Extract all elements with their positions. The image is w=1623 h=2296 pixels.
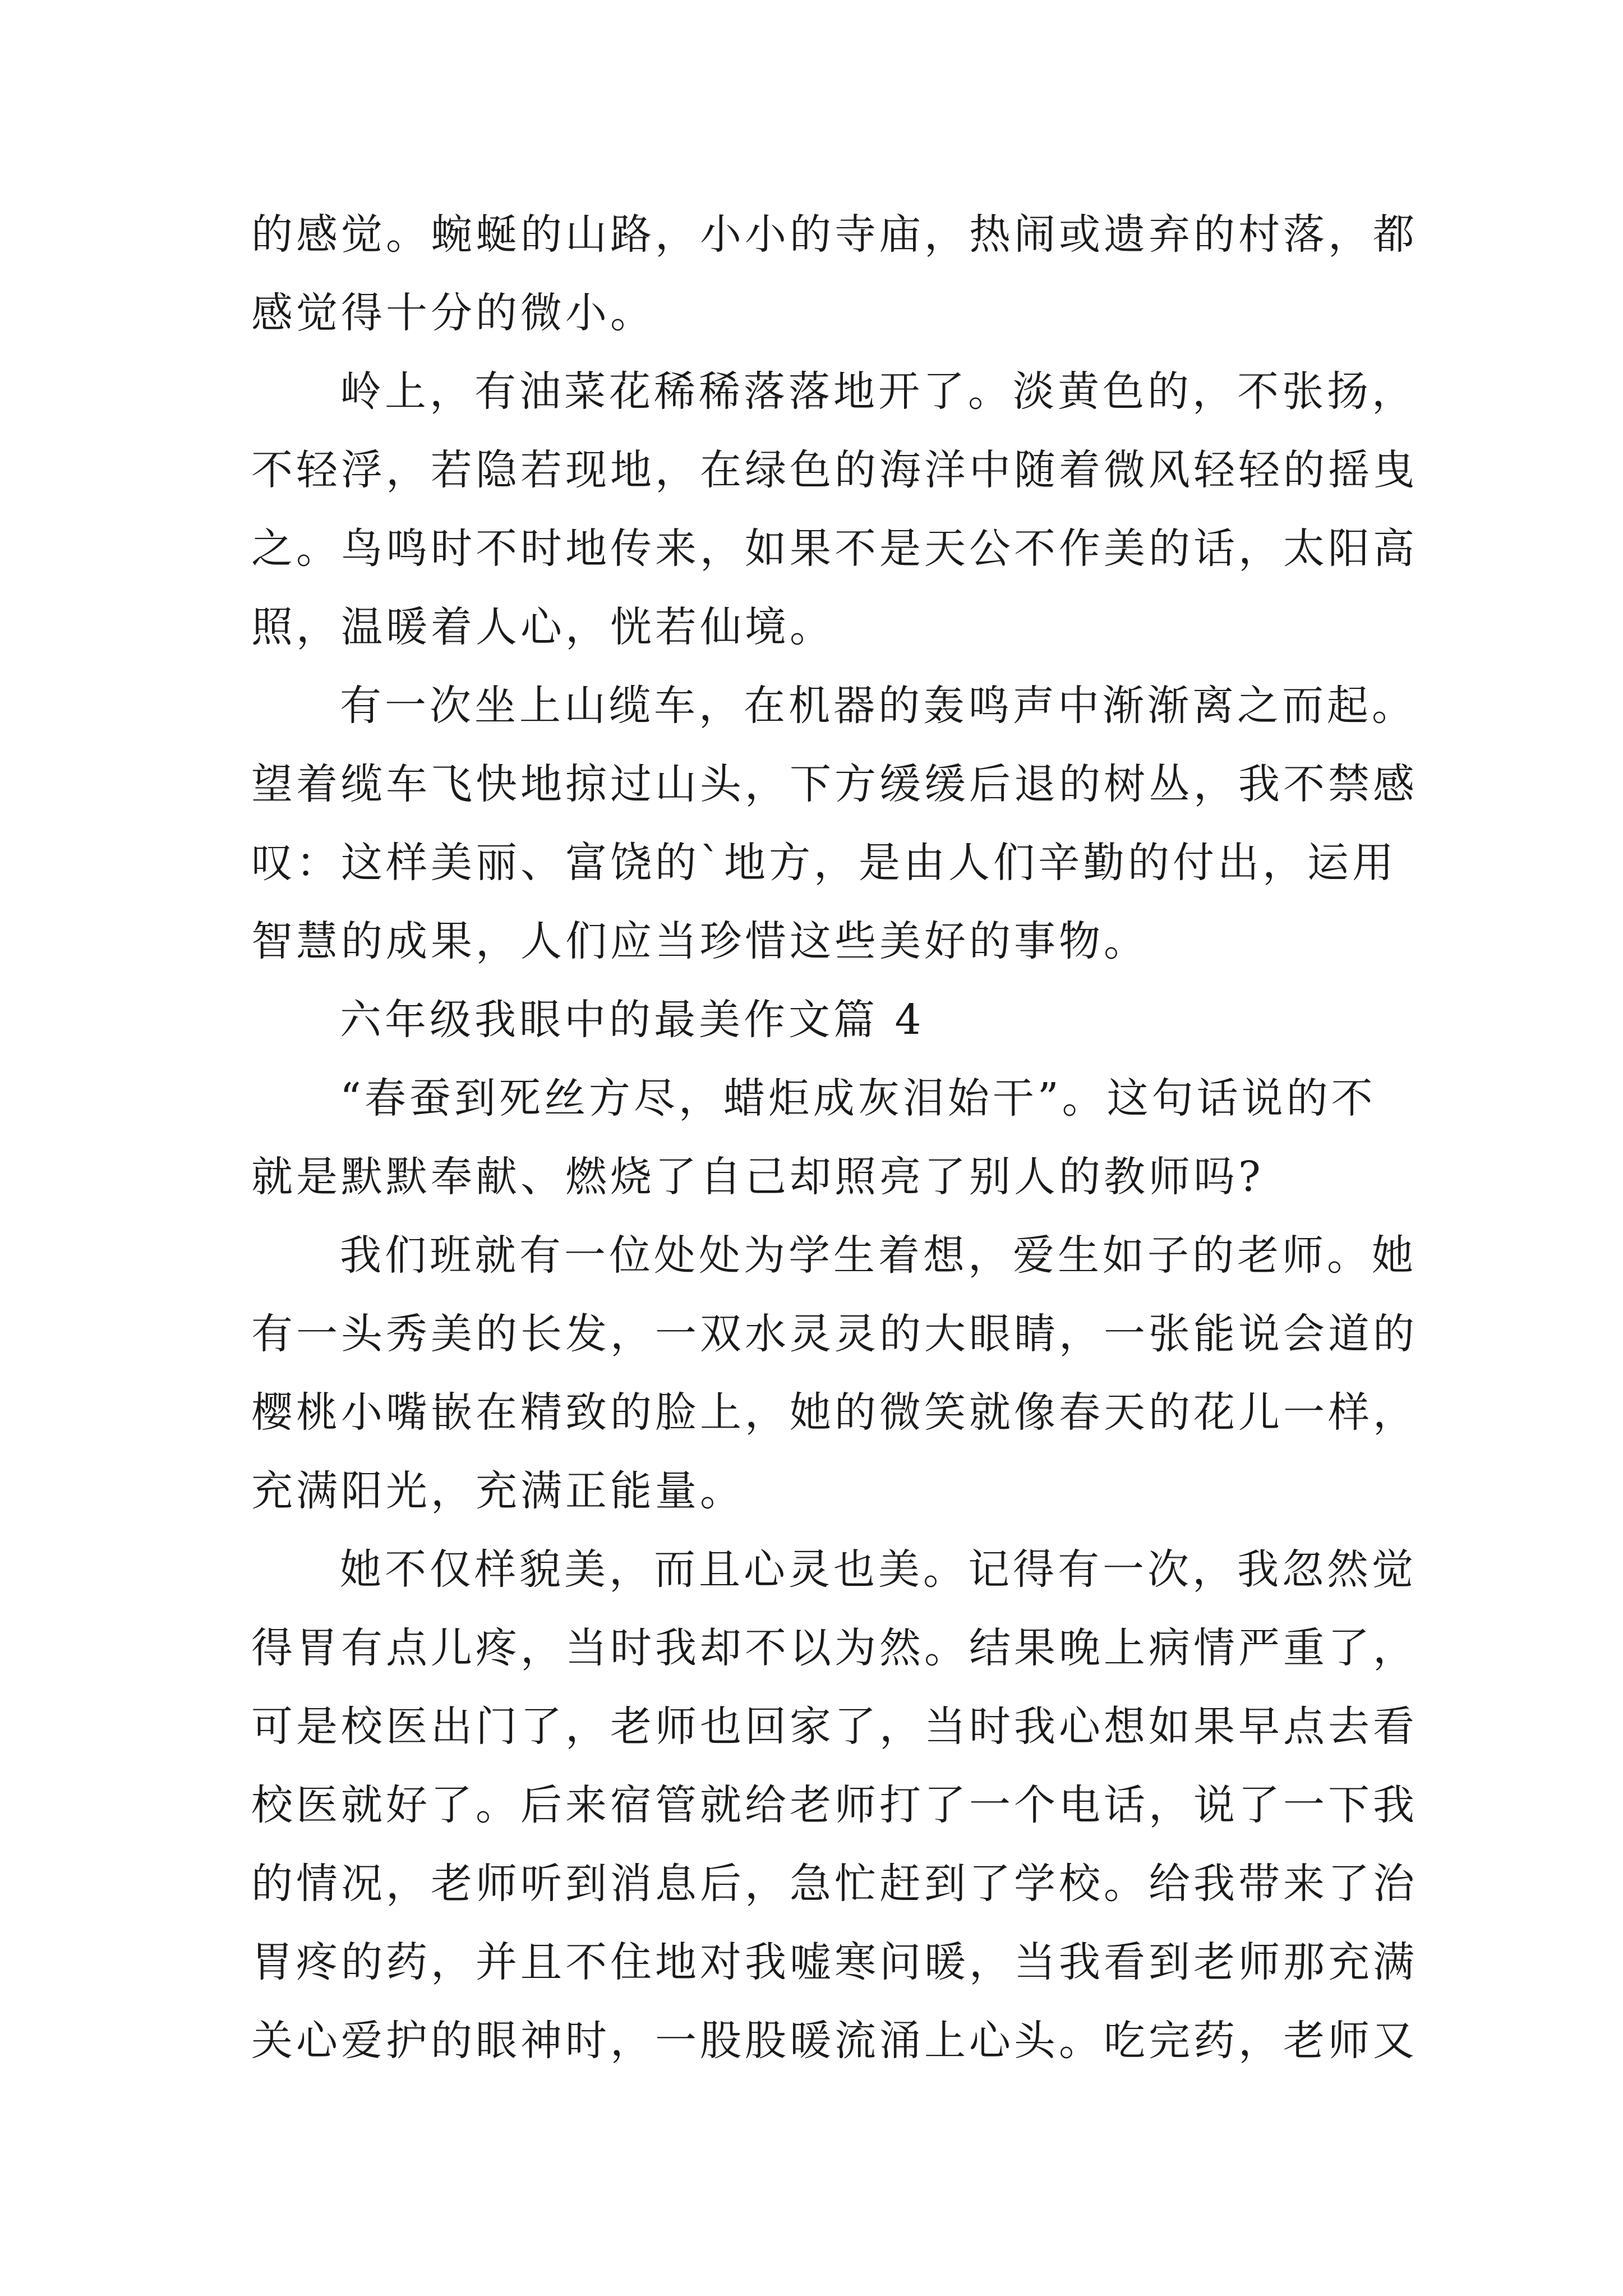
text-line: 充满阳光，充满正能量。: [251, 1467, 745, 1515]
text-line: 关心爱护的眼神时，一股股暖流涌上心头。吃完药，老师又: [251, 2017, 1418, 2065]
text-line: 就是默默奉献、燃烧了自己却照亮了别人的教师吗?: [251, 1153, 1264, 1201]
text-line: 可是校医出门了，老师也回家了，当时我心想如果早点去看: [251, 1703, 1418, 1751]
text-line: 她不仅样貌美，而且心灵也美。记得有一次，我忽然觉: [340, 1545, 1417, 1594]
paragraph-3: [251, 666, 1417, 745]
text-line: 我们班就有一位处处为学生着想，爱生如子的老师。她: [340, 1231, 1417, 1280]
text-line: 有一头秀美的长发，一双水灵灵的大眼睛，一张能说会道的: [251, 1310, 1418, 1358]
text-line: 校医就好了。后来宿管就给老师打了一个电话，说了一下我: [251, 1781, 1418, 1829]
text-line: 之。鸟鸣时不时地传来，如果不是天公不作美的话，太阳高: [251, 524, 1418, 573]
text-line: 不轻浮，若隐若现地，在绿色的海洋中随着微风轻轻的摇曳: [251, 446, 1418, 494]
text-line: 感觉得十分的微小。: [251, 289, 655, 337]
text-line: 照，温暖着人心，恍若仙境。: [251, 603, 834, 651]
text-line: 望着缆车飞快地掠过山头，下方缓缓后退的树丛，我不禁感: [251, 760, 1418, 808]
text-line: 智慧的成果，人们应当珍惜这些美好的事物。: [251, 917, 1149, 965]
section-heading: [251, 981, 1373, 1059]
paragraph-5: [251, 1059, 1376, 1138]
paragraph-7-cont: [251, 1609, 1418, 2080]
text-line: 叹：这样美丽、富饶的`地方，是由人们辛勤的付出，运用: [251, 839, 1397, 887]
paragraph-6-cont: [251, 1295, 1418, 1530]
text-line: 的情况，老师听到消息后，急忙赶到了学校。给我带来了治: [251, 1860, 1418, 1908]
text-line: 岭上，有油菜花稀稀落落地开了。淡黄色的，不张扬，: [340, 367, 1417, 416]
text-line: 的感觉。蜿蜒的山路，小小的寺庙，热闹或遗弃的村落，都: [251, 210, 1418, 259]
paragraph-2-cont: [251, 431, 1418, 666]
text-line: 有一次坐上山缆车，在机器的轰鸣声中渐渐离之而起。: [340, 682, 1417, 730]
paragraph-5-cont: [251, 1138, 1373, 1216]
text-line: “春蚕到死丝方尽，蜡炬成灰泪始干”。这句话说的不: [340, 1074, 1376, 1122]
paragraph-3-cont: [251, 745, 1418, 981]
text-line: 胃疼的药，并且不住地对我嘘寒问暖，当我看到老师那充满: [251, 1938, 1418, 1986]
paragraph-6: [251, 1216, 1417, 1295]
article-body: [251, 195, 1418, 2080]
paragraph-1: [251, 195, 1418, 352]
heading-line: 六年级我眼中的最美作文篇 4: [340, 996, 925, 1044]
text-line: 得胃有点儿疼，当时我却不以为然。结果晚上病情严重了，: [251, 1624, 1418, 1672]
paragraph-2: [251, 352, 1417, 431]
paragraph-7: [251, 1530, 1417, 1609]
text-line: 樱桃小嘴嵌在精致的脸上，她的微笑就像春天的花儿一样，: [251, 1388, 1418, 1437]
